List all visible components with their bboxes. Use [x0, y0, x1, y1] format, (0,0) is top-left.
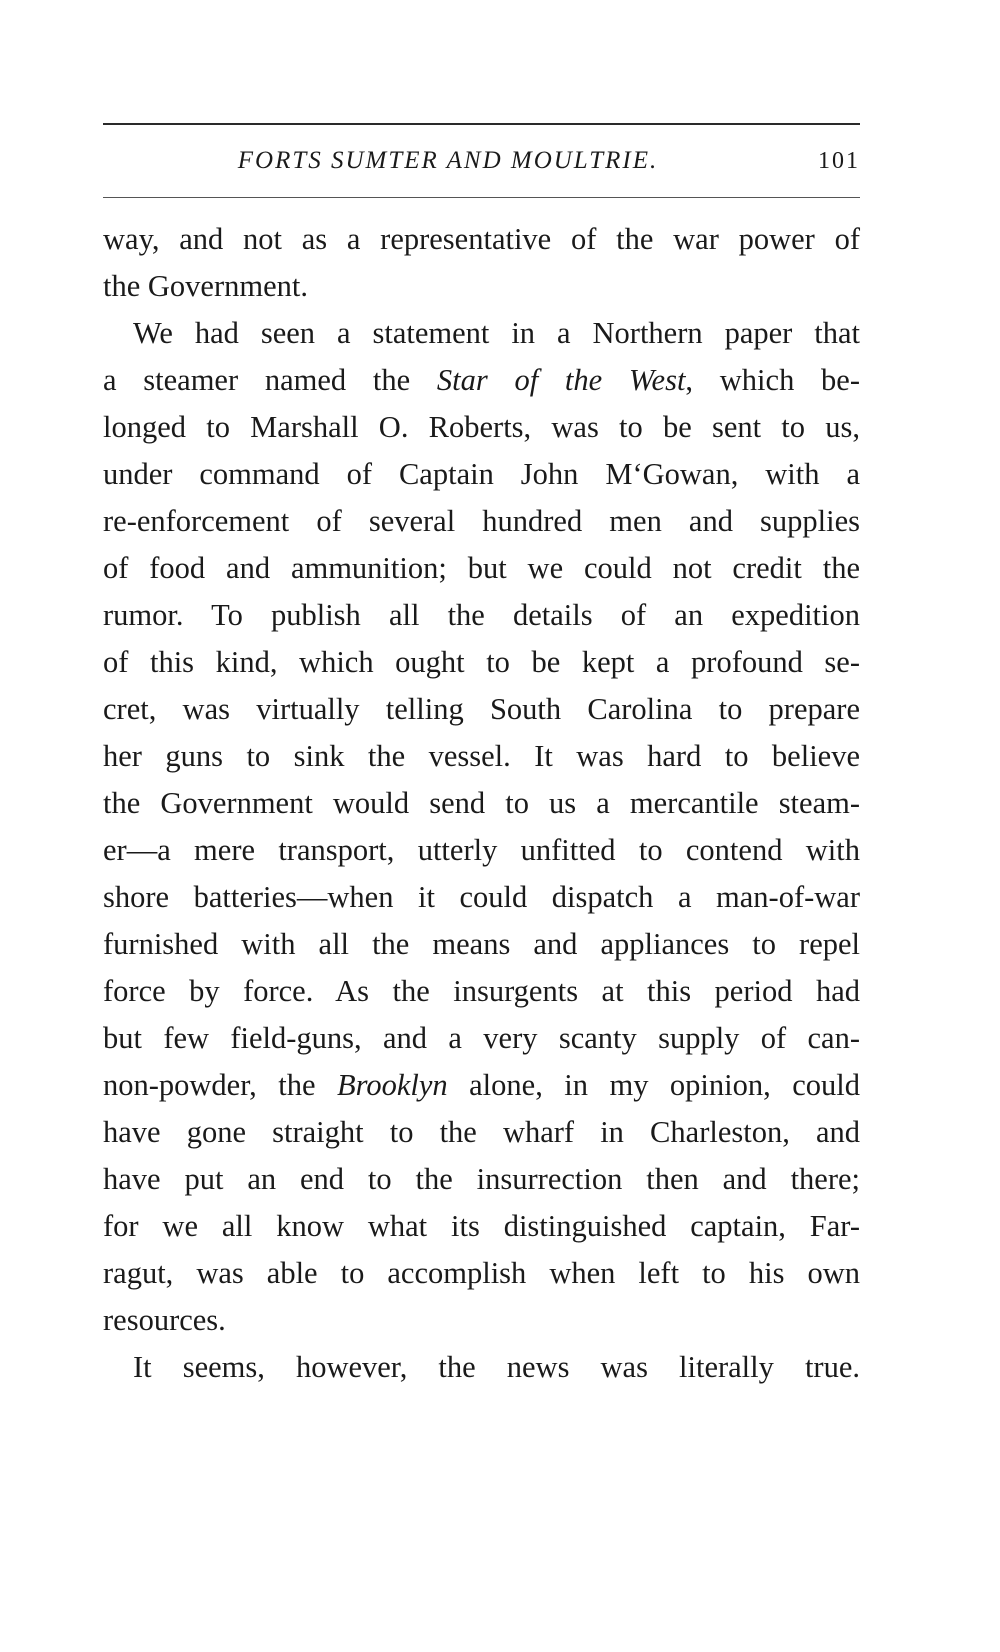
text-line: It seems, however, the news was literally true.: [133, 1350, 860, 1384]
text-line: for we all know what its distinguished captain, Far-: [103, 1209, 860, 1243]
text-line: her guns to sink the vessel. It was hard to believe: [103, 739, 860, 773]
text-line: cret, was virtually telling South Carolina to prepare: [103, 692, 860, 726]
header-bottom-rule: [103, 197, 860, 198]
text-line: re-enforcement of several hundred men and supplies: [103, 504, 860, 538]
text-line: force by force. As the insurgents at this period had: [103, 974, 860, 1008]
text-line: a steamer named the Star of the West, which be-: [103, 363, 861, 397]
text-line: rumor. To publish all the details of an expedition: [103, 598, 860, 632]
text-line: way, and not as a representative of the war power of: [103, 222, 860, 256]
text-line: shore batteries—when it could dispatch a man-of-war: [103, 880, 860, 914]
body-text: [103, 216, 860, 1391]
text-line: the Government.: [103, 269, 308, 303]
text-line: er—a mere transport, utterly unfitted to contend with: [103, 833, 860, 867]
ship-name-italic: Star of the West: [436, 363, 686, 397]
text-line: the Government would send to us a mercantile steam-: [103, 786, 860, 820]
header-top-rule: [103, 123, 860, 125]
text-line: furnished with all the means and appliances to repel: [103, 927, 860, 961]
text-line: ragut, was able to accomplish when left to his own: [103, 1256, 860, 1290]
text-line: under command of Captain John M‘Gowan, with a: [103, 457, 860, 491]
page-number: 101: [818, 148, 860, 174]
text-line: resources.: [103, 1303, 226, 1337]
running-title: FORTS SUMTER AND MOULTRIE.: [237, 147, 659, 174]
text-line: have put an end to the insurrection then and there;: [103, 1162, 860, 1196]
running-head: [103, 145, 860, 185]
ship-name-italic: Brooklyn: [337, 1068, 448, 1102]
text-line: non-powder, the Brooklyn alone, in my opinion, could: [103, 1068, 860, 1102]
text-line: but few field-guns, and a very scanty supply of can-: [103, 1021, 860, 1055]
text-line: of this kind, which ought to be kept a profound se-: [103, 645, 860, 679]
text-line: We had seen a statement in a Northern paper that: [133, 316, 860, 350]
text-line: longed to Marshall O. Roberts, was to be sent to us,: [103, 410, 860, 444]
text-line: have gone straight to the wharf in Charleston, and: [103, 1115, 860, 1149]
text-line: of food and ammunition; but we could not credit the: [103, 551, 860, 585]
